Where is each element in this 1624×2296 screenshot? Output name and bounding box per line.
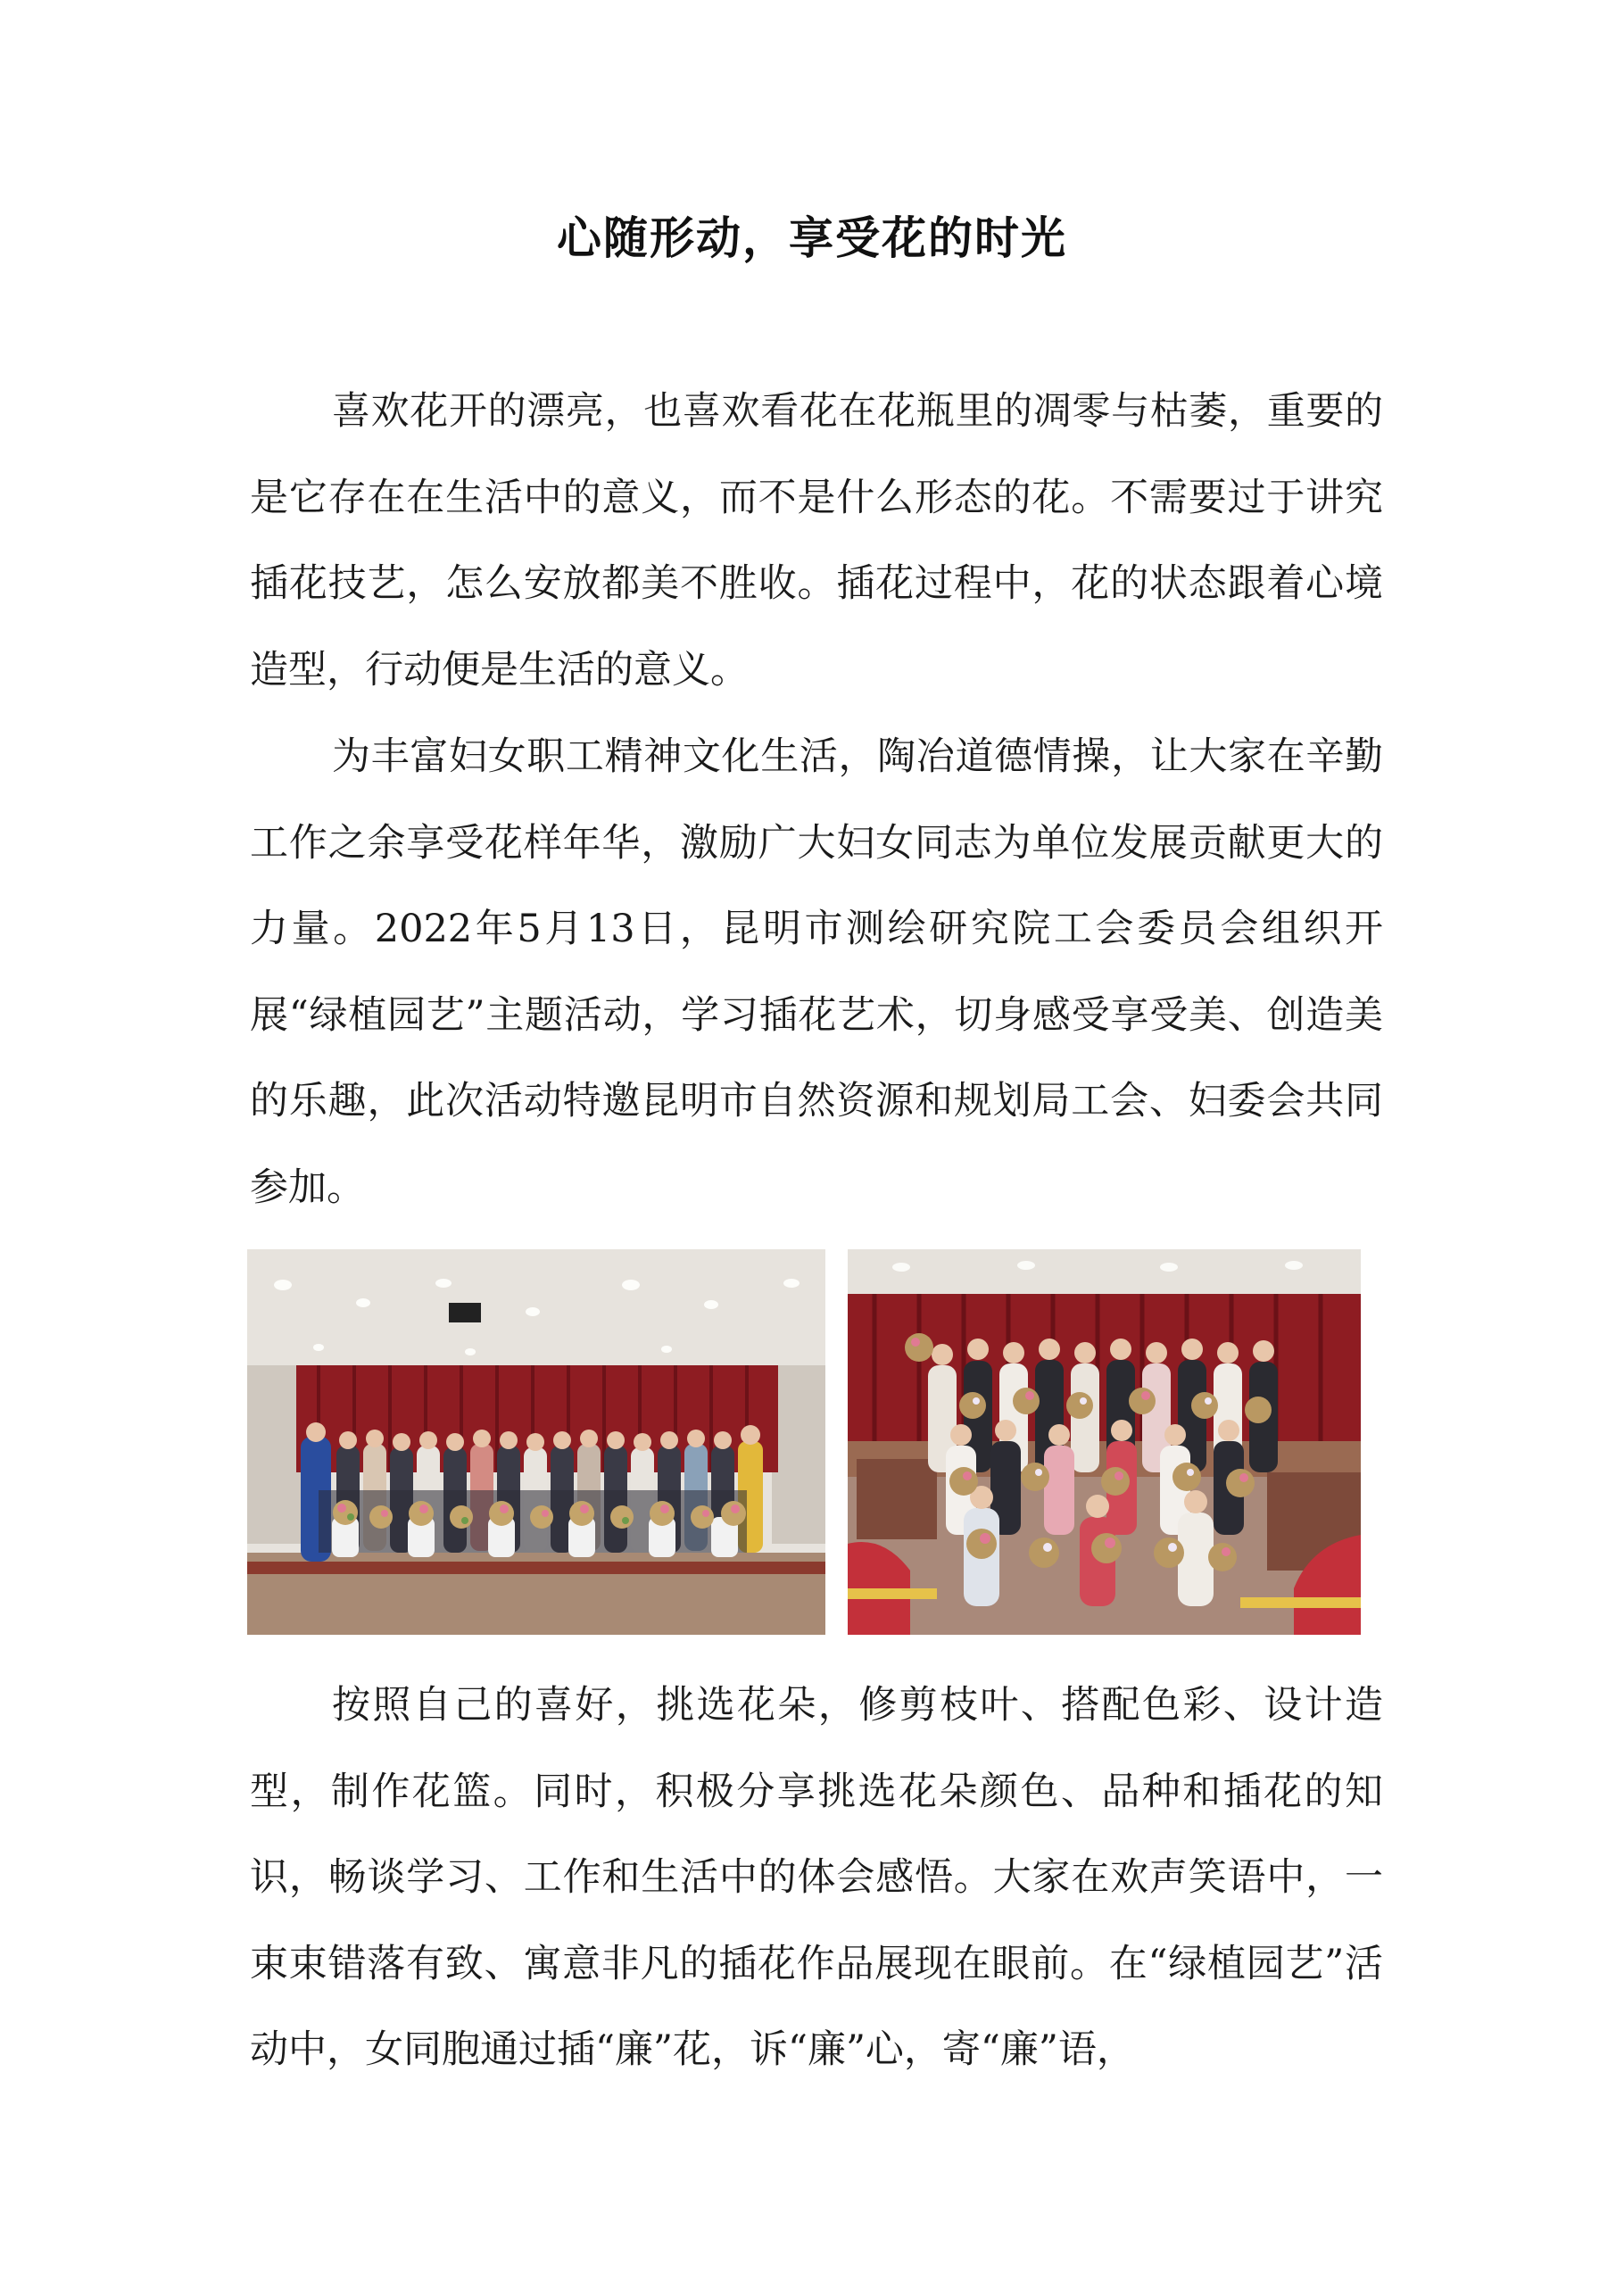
- group-photo-stage: [247, 1249, 825, 1635]
- paragraph-3: 按照自己的喜好，挑选花朵，修剪枝叶、搭配色彩、设计造型，制作花篮。同时，积极分享挑选花朵颜色、品种和插花的知识，畅谈学习、工作和生活中的体会感悟。大家在欢声笑语中，一束束错落有致、寓意非凡的插花作品展现在眼前。在“绿植园艺”活动中，女同胞通过插“廉”花，诉“廉”心，寄“廉”语，: [250, 1683, 1383, 2072]
- page-title: 心随形动，享受花的时光: [557, 212, 1067, 264]
- paragraph-1: 喜欢花开的漂亮，也喜欢看花在花瓶里的凋零与枯萎，重要的是它存在在生活中的意义，而不是什么形态的花。不需要过于讲究插花技艺，怎么安放都美不胜收。插花过程中，花的状态跟着心境造型，行动便是生活的意义。: [250, 389, 1383, 692]
- paragraph-2: 为丰富妇女职工精神文化生活，陶冶道德情操，让大家在辛勤工作之余享受花样年华，激励广大妇女同志为单位发展贡献更大的力量。2022年5月13日，昆明市测绘研究院工会委员会组织开展“绿植园艺”主题活动，学习插花艺术，切身感受享受美、创造美的乐趣，此次活动特邀昆明市自然资源和规划局工会、妇委会共同参加。: [250, 734, 1383, 1210]
- group-photo-hall: [848, 1249, 1361, 1635]
